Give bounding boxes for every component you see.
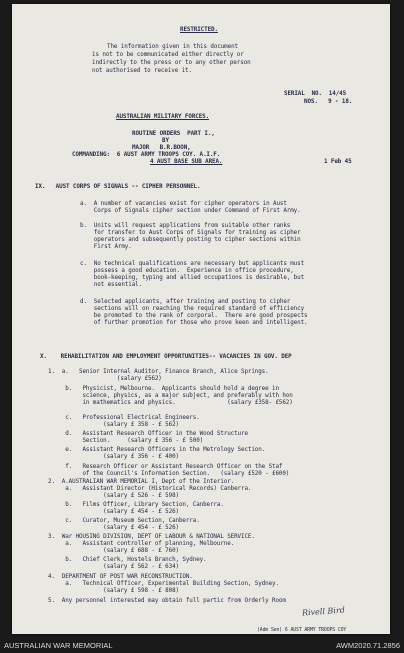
archive-footer (0, 636, 404, 653)
para-line: not essential. (80, 282, 143, 288)
vacancy-line: in mathematics and physics. (salary £358- £562) (48, 400, 293, 406)
vacancy-line: (salary £ 526 - £ 598) (48, 493, 179, 499)
vacancy-line: 2. A.AUSTRALIAN WAR MEMORIAL I, Dept of the Interior. (48, 479, 235, 485)
vacancy-line: f. Research Officer or Assistant Research Officer on the Staf (48, 464, 283, 470)
document-title: AUSTRALIAN MILITARY FORCES. (116, 114, 210, 120)
vacancy-line: 3. War HOUSING DIVISION, DEPT OF LABOUR & NATIONAL SERVICE. (48, 534, 255, 540)
orders-title: ROUTINE ORDERS PART I., (132, 131, 215, 137)
archive-reference: AWM2020.71.2856 (336, 641, 400, 650)
vacancy-line: c. Professional Electrical Engineers. (48, 415, 200, 421)
para-line: d. Selected applicants, after training and posting to cipher (80, 299, 291, 305)
para-line: b. Units will request applications from suitable other ranks (80, 223, 291, 229)
by-line: BY (162, 138, 169, 144)
vacancy-line: a. Technical Officer, Experimental Building Section, Sydney. (48, 581, 279, 587)
document-page (12, 4, 390, 634)
vacancy-line: Section. (salary £ 356 - £ 500) (48, 438, 204, 444)
vacancy-line: c. Curator, Museum Section, Canberra. (48, 518, 200, 524)
major-name: MAJOR B.R.BOON, (132, 145, 191, 151)
section-ix-heading: IX. AUST CORPS OF SIGNALS -- CIPHER PERSONNEL. (35, 184, 201, 190)
vacancy-line: b. Chief Clerk, Hostels Branch, Sydney. (48, 557, 207, 563)
para-line: Corps of Signals cipher section under Command of First Army. (80, 208, 301, 214)
para-line: First Army. (80, 244, 132, 250)
para-line: sections will on reaching the required standard of efficiency (80, 306, 305, 312)
vacancy-line: (salary £ 688 - £ 760) (48, 548, 179, 554)
vacancy-line: science, physics, as a major subject, and preferably with hon (48, 393, 293, 399)
para-line: possess a good education. Experience in office procedure, (80, 268, 294, 274)
order-date: 1 Feb 45 (324, 159, 352, 165)
para-line: for transfer to Aust Corps of Signals for training as cipher (80, 230, 301, 236)
vacancy-line: (salary £562) (48, 376, 162, 382)
commanding-area: 4 AUST BASE SUB AREA. (150, 159, 223, 165)
archive-name: AUSTRALIAN WAR MEMORIAL (4, 641, 113, 650)
vacancy-line: (salary £ 454 - £ 526) (48, 525, 179, 531)
handwritten-signature: Rivell Bird (301, 605, 346, 618)
vacancy-line: b. Physicist, Melbourne. Applicants should hold a degree in (48, 386, 279, 392)
vacancy-line: a. Assistant controller of planning, Melbourne. (48, 541, 235, 547)
para-line: book-keeping, typing and allied occupations is desirable, but (80, 275, 305, 281)
bottom-stub: (Adm Sen) 6 AUST ARMY TROOPS COY (257, 628, 347, 633)
vacancy-line: d. Assistant Research Officer in the Wood Structure (48, 431, 248, 437)
notice-line: not authorised to receive it. (92, 68, 192, 74)
vacancy-line: (salary £ 356 - £ 400) (48, 454, 179, 460)
vacancy-line: e. Assistant Research Officers in the Metrology Section. (48, 447, 266, 453)
restricted-heading: RESTRICTED. (180, 27, 218, 33)
vacancy-line: (salary £ 562 - £ 634) (48, 564, 179, 570)
order-numbers: NOS. 9 - 18. (304, 99, 353, 105)
para-line: a. A number of vacancies exist for cipher operators in Aust (80, 201, 287, 207)
vacancy-line: (salary £ 358 - £ 562) (48, 422, 179, 428)
serial-number: SERIAL NO. 14/45 (284, 91, 347, 97)
commanding-unit: COMMANDING: 6 AUST ARMY TROOPS COY. A.I.F. (72, 152, 221, 158)
vacancy-line: 4. DEPARTMENT OF POST WAR RECONSTRUCTION. (48, 574, 193, 580)
vacancy-line: (salary £ 598 - £ 808) (48, 588, 179, 594)
para-line: of further promotion for those who prove keen and intelligent. (80, 320, 308, 326)
vacancy-line: a. Assistant Director (Historical Records) Canberra. (48, 486, 252, 492)
para-line: operators and subsequently posting to cipher sections within (80, 237, 301, 243)
vacancy-line: 1. a. Senior Internal Auditor, Finance Branch, Alice Springs. (48, 369, 269, 375)
vacancy-line: (salary £ 454 - £ 526) (48, 509, 179, 515)
vacancy-line: 5. Any personnel interested may obtain full partic from Orderly Room (48, 598, 286, 604)
section-x-heading: X. REHABILITATION AND EMPLOYMENT OPPORTUNITIES-- VACANCIES IN GOV. DEP (40, 354, 292, 360)
para-line: be promoted to the rank of corporal. There are good prospects (80, 313, 308, 319)
vacancy-line: of the Council's Information Section. (salary £520 - £600) (48, 471, 290, 477)
vacancy-line: b. Films Officer, Library Section, Canberra. (48, 502, 224, 508)
notice-line: is not to be communicated either directly or (92, 52, 244, 58)
para-line: c. No technical qualifications are necessary but applicants must (80, 261, 305, 267)
notice-line: indirectly to the press or to any other person (92, 60, 251, 66)
notice-line: The information given in this document (107, 44, 238, 50)
